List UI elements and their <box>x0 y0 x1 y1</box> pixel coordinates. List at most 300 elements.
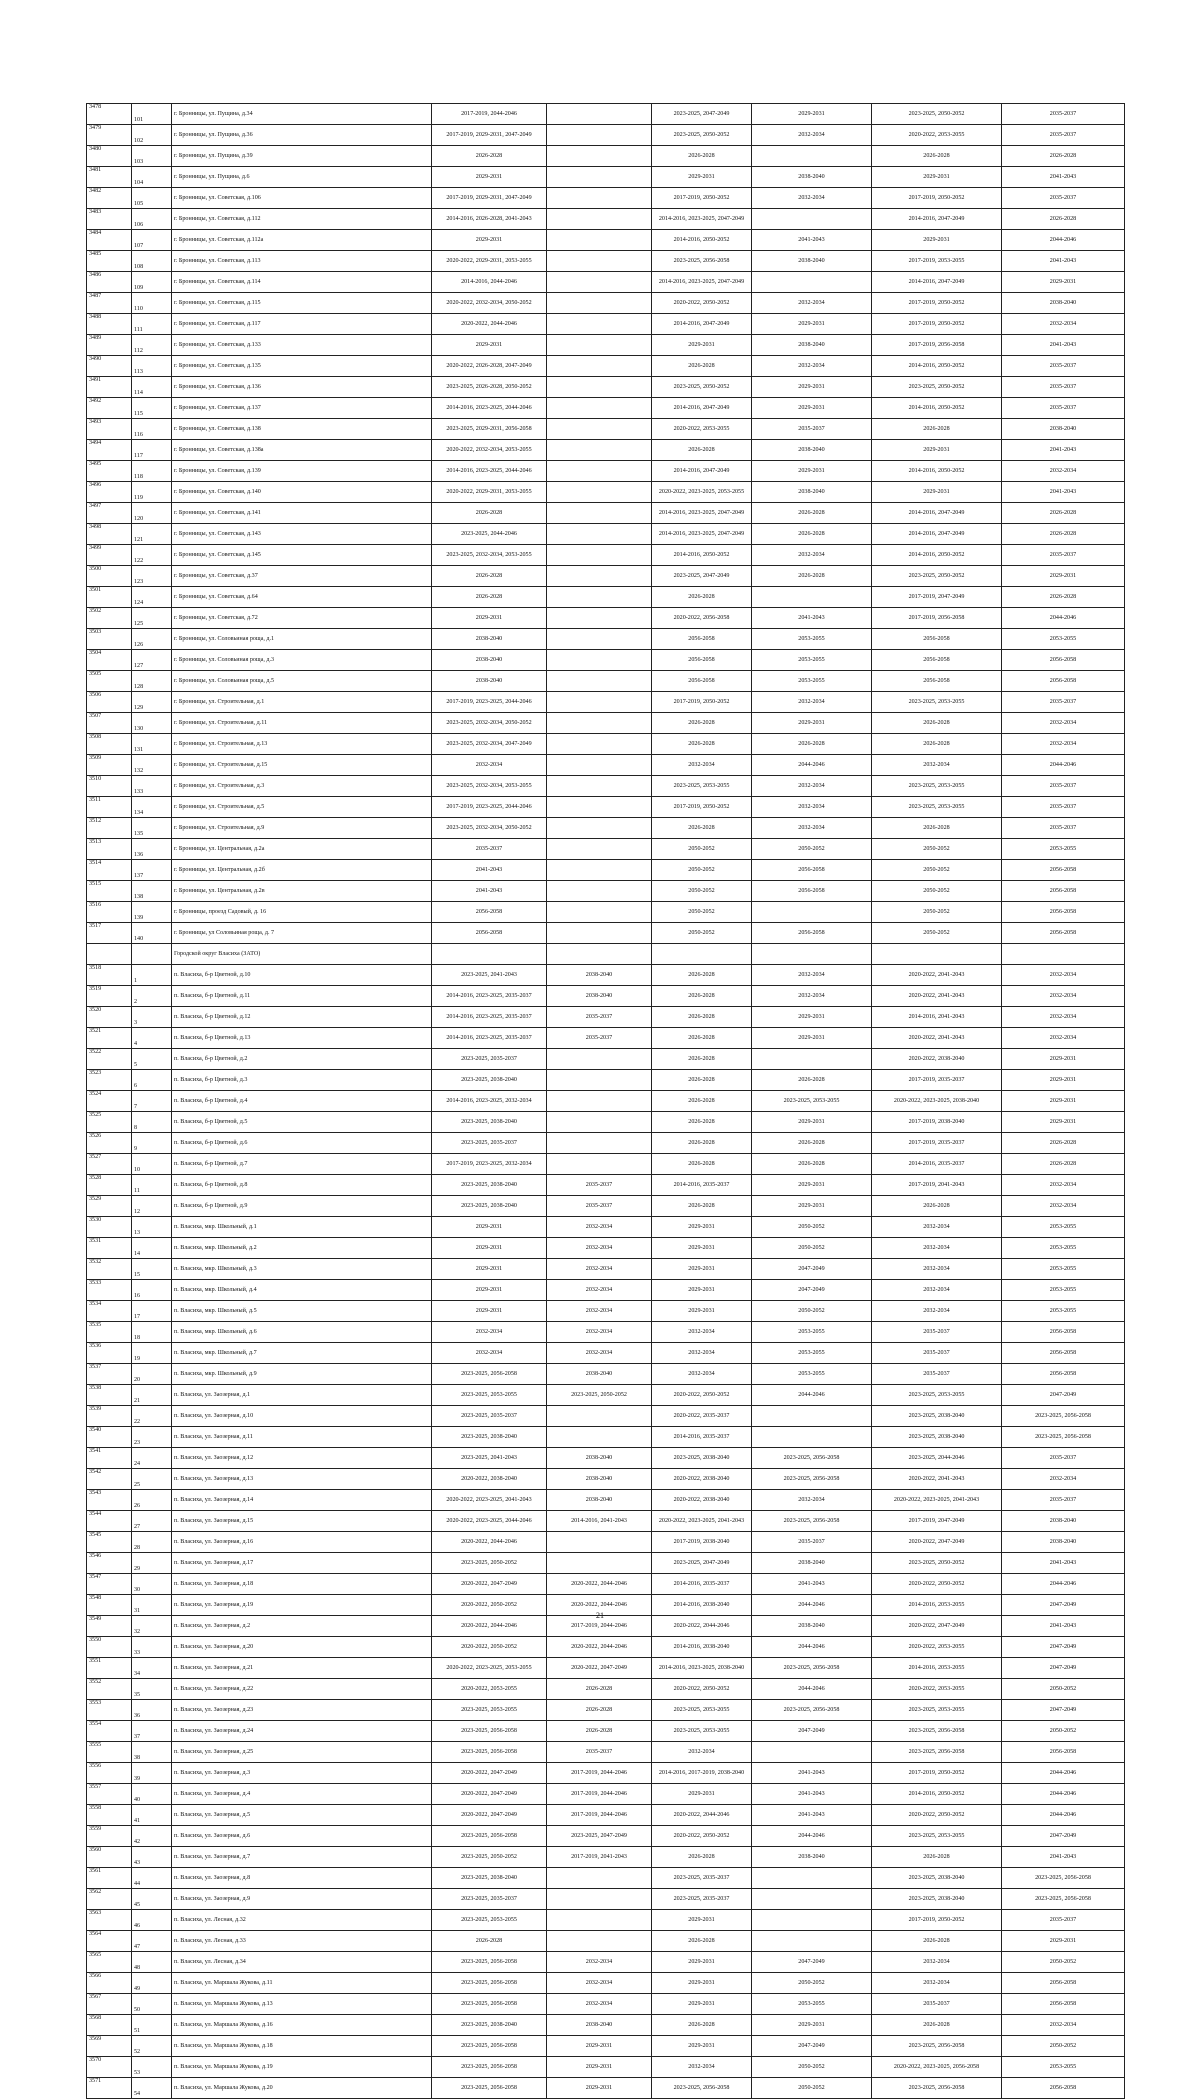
table-cell: 20 <box>132 1364 172 1385</box>
table-row <box>87 1952 1125 1973</box>
table-cell: 3558 <box>87 1805 132 1826</box>
table-cell: 3526 <box>87 1133 132 1154</box>
table-row <box>87 1994 1125 2015</box>
table-cell: 2023-2025, 2038-2040 <box>432 1196 547 1217</box>
table-cell: 2056-2058 <box>1002 1364 1125 1385</box>
table-cell <box>547 818 652 839</box>
table-cell: 2020-2022, 2044-2046 <box>547 1595 652 1616</box>
table-cell: п. Власиха, ул. Заозерная, д.15 <box>172 1511 432 1532</box>
table-cell: 3564 <box>87 1931 132 1952</box>
table-cell: 2029-2031 <box>432 335 547 356</box>
table-cell: 2050-2052 <box>752 1973 872 1994</box>
table-cell: 2014-2016, 2050-2052 <box>872 398 1002 419</box>
table-cell: 2014-2016, 2035-2037 <box>652 1175 752 1196</box>
table-cell: п. Власиха, ул. Маршала Жукова, д.16 <box>172 2015 432 2036</box>
table-cell <box>752 944 872 965</box>
table-cell: 2017-2019, 2056-2058 <box>872 335 1002 356</box>
table-cell: 2029-2031 <box>872 482 1002 503</box>
table-cell: 2038-2040 <box>752 1553 872 1574</box>
table-cell: 2020-2022, 2053-2055 <box>432 1679 547 1700</box>
table-cell: п. Власиха, б-р Цветной, д.13 <box>172 1028 432 1049</box>
table-cell: 3513 <box>87 839 132 860</box>
table-cell: 2029-2031 <box>872 440 1002 461</box>
table-row <box>87 1007 1125 1028</box>
table-cell: 2023-2025, 2029-2031, 2056-2058 <box>432 419 547 440</box>
table-cell: 3485 <box>87 251 132 272</box>
table-cell: 2020-2022, 2023-2025, 2041-2043 <box>432 1490 547 1511</box>
table-cell: 2047-2049 <box>1002 1637 1125 1658</box>
table-cell: 2023-2025, 2056-2058 <box>432 1721 547 1742</box>
table-cell: 28 <box>132 1532 172 1553</box>
table-cell: 2038-2040 <box>752 482 872 503</box>
table-cell: 8 <box>132 1112 172 1133</box>
table-cell: 2032-2034 <box>872 1952 1002 1973</box>
table-cell: 2023-2025, 2050-2052 <box>872 377 1002 398</box>
table-cell: п. Власиха, б-р Цветной, д.11 <box>172 986 432 1007</box>
table-cell: 3478 <box>87 104 132 125</box>
table-cell: 2026-2028 <box>652 587 752 608</box>
table-cell: 2056-2058 <box>1002 1742 1125 1763</box>
table-cell: 2020-2022, 2038-2040 <box>872 1049 1002 1070</box>
table-cell: г. Бронницы, ул. Советская, д.37 <box>172 566 432 587</box>
table-cell: 2038-2040 <box>1002 293 1125 314</box>
table-cell: п. Власиха, ул. Заозерная, д.16 <box>172 1532 432 1553</box>
table-cell: 2035-2037 <box>1002 104 1125 125</box>
table-cell: 2014-2016, 2026-2028, 2041-2043 <box>432 209 547 230</box>
table-cell: 2032-2034 <box>547 1217 652 1238</box>
table-cell: 2020-2022, 2050-2052 <box>652 1385 752 1406</box>
table-cell: 3538 <box>87 1385 132 1406</box>
table-cell: 2020-2022, 2029-2031, 2053-2055 <box>432 251 547 272</box>
table-cell: 2032-2034 <box>1002 734 1125 755</box>
table-cell: 51 <box>132 2015 172 2036</box>
table-cell: 2038-2040 <box>432 650 547 671</box>
table-cell: 2056-2058 <box>872 671 1002 692</box>
table-cell: 2026-2028 <box>872 419 1002 440</box>
table-cell: 2026-2028 <box>652 356 752 377</box>
table-cell <box>432 944 547 965</box>
table-cell: 127 <box>132 650 172 671</box>
table-cell: 2029-2031 <box>752 2015 872 2036</box>
table-cell: 106 <box>132 209 172 230</box>
table-cell: 3501 <box>87 587 132 608</box>
table-cell: 2035-2037 <box>547 1196 652 1217</box>
table-cell: 3548 <box>87 1595 132 1616</box>
table-cell <box>547 314 652 335</box>
table-row <box>87 713 1125 734</box>
table-cell: 2020-2022, 2047-2049 <box>432 1784 547 1805</box>
table-cell: 2017-2019, 2023-2025, 2032-2034 <box>432 1154 547 1175</box>
table-cell: п. Власиха, ул. Заозерная, д.10 <box>172 1406 432 1427</box>
table-cell: 3502 <box>87 608 132 629</box>
table-cell: 2056-2058 <box>1002 671 1125 692</box>
table-cell <box>547 419 652 440</box>
table-cell: 3555 <box>87 1742 132 1763</box>
table-cell: 2020-2022, 2032-2034, 2050-2052 <box>432 293 547 314</box>
table-cell: г. Бронницы, ул. Советская, д.72 <box>172 608 432 629</box>
table-cell: 2020-2022, 2044-2046 <box>432 1532 547 1553</box>
table-cell: 2038-2040 <box>547 2015 652 2036</box>
table-cell: 2047-2049 <box>1002 1385 1125 1406</box>
table-cell: 2026-2028 <box>752 1070 872 1091</box>
table-cell: г. Бронницы, ул. Советская, д.136 <box>172 377 432 398</box>
table-cell: 2029-2031 <box>652 1259 752 1280</box>
table-cell: 12 <box>132 1196 172 1217</box>
table-cell: 2020-2022, 2023-2025, 2056-2058 <box>872 2057 1002 2078</box>
table-cell: 2050-2052 <box>652 902 752 923</box>
table-cell: г. Бронницы, проезд Садовый, д. 16 <box>172 902 432 923</box>
table-row <box>87 1448 1125 1469</box>
table-cell: 2023-2025, 2053-2055 <box>432 1700 547 1721</box>
table-cell: 2023-2025, 2053-2055 <box>872 776 1002 797</box>
table-cell: 2023-2025, 2053-2055 <box>432 1910 547 1931</box>
table-cell: 3500 <box>87 566 132 587</box>
table-cell: 2023-2025, 2035-2037 <box>432 1049 547 1070</box>
table-cell: 131 <box>132 734 172 755</box>
table-cell: 2035-2037 <box>872 1364 1002 1385</box>
table-row <box>87 923 1125 944</box>
table-cell: 2020-2022, 2050-2052 <box>432 1637 547 1658</box>
table-cell: п. Власиха, ул. Заозерная, д.7 <box>172 1847 432 1868</box>
table-cell: 2032-2034 <box>1002 986 1125 1007</box>
table-cell <box>752 1910 872 1931</box>
table-cell: 3543 <box>87 1490 132 1511</box>
table-cell: п. Власиха, мкр. Школьный, д.7 <box>172 1343 432 1364</box>
table-row <box>87 314 1125 335</box>
table-cell: 37 <box>132 1721 172 1742</box>
table-cell: 2023-2025, 2047-2049 <box>547 1826 652 1847</box>
table-cell <box>547 1154 652 1175</box>
table-cell: 2041-2043 <box>752 230 872 251</box>
table-cell: 2029-2031 <box>1002 272 1125 293</box>
table-cell <box>547 1049 652 1070</box>
table-cell: 2014-2016, 2041-2043 <box>872 1007 1002 1028</box>
table-cell <box>547 776 652 797</box>
table-cell: 3560 <box>87 1847 132 1868</box>
table-cell: 2032-2034 <box>432 1322 547 1343</box>
table-cell <box>872 944 1002 965</box>
table-cell: п. Власиха, мкр. Школьный, д.9 <box>172 1364 432 1385</box>
table-cell: 2026-2028 <box>432 587 547 608</box>
table-cell <box>547 650 652 671</box>
table-cell <box>547 881 652 902</box>
table-cell: 2047-2049 <box>752 1952 872 1973</box>
table-cell: 2029-2031 <box>432 1301 547 1322</box>
table-row <box>87 125 1125 146</box>
table-cell: п. Власиха, ул. Заозерная, д.23 <box>172 1700 432 1721</box>
table-cell: 3551 <box>87 1658 132 1679</box>
table-cell: 2026-2028 <box>872 2015 1002 2036</box>
table-cell: 2023-2025, 2032-2034, 2053-2055 <box>432 545 547 566</box>
table-cell: 3479 <box>87 125 132 146</box>
table-cell: 3504 <box>87 650 132 671</box>
table-cell: г. Бронницы, ул. Советская, д.141 <box>172 503 432 524</box>
table-cell: 3537 <box>87 1364 132 1385</box>
table-cell: 2035-2037 <box>872 1322 1002 1343</box>
table-cell: 2032-2034 <box>547 1343 652 1364</box>
table-cell: 54 <box>132 2078 172 2099</box>
table-cell: 2029-2031 <box>652 1280 752 1301</box>
table-cell: 2020-2022, 2023-2025, 2038-2040 <box>872 1091 1002 1112</box>
table-row <box>87 1238 1125 1259</box>
table-cell: 2041-2043 <box>1002 1847 1125 1868</box>
table-cell: 18 <box>132 1322 172 1343</box>
table-cell: 2023-2025, 2053-2055 <box>872 692 1002 713</box>
table-cell: г. Бронницы, ул. Строительная, д.9 <box>172 818 432 839</box>
table-cell: 2050-2052 <box>752 1238 872 1259</box>
table-cell: 3517 <box>87 923 132 944</box>
table-row <box>87 104 1125 125</box>
table-cell: 2041-2043 <box>1002 1616 1125 1637</box>
table-cell: 2023-2025, 2056-2058 <box>872 2036 1002 2057</box>
table-cell: 2023-2025, 2038-2040 <box>432 1868 547 1889</box>
table-cell: 2017-2019, 2050-2052 <box>872 1763 1002 1784</box>
table-cell: 2026-2028 <box>872 1847 1002 1868</box>
table-cell: 2056-2058 <box>652 650 752 671</box>
table-cell: 2032-2034 <box>652 1322 752 1343</box>
table-cell: 2032-2034 <box>1002 1196 1125 1217</box>
table-cell: 2023-2025, 2053-2055 <box>652 1700 752 1721</box>
table-cell: г. Бронницы, ул. Советская, д.143 <box>172 524 432 545</box>
table-cell: 2023-2025, 2056-2058 <box>752 1700 872 1721</box>
table-cell: 105 <box>132 188 172 209</box>
table-cell: г. Бронницы, ул. Строительная, д.15 <box>172 755 432 776</box>
table-cell: 2023-2025, 2026-2028, 2050-2052 <box>432 377 547 398</box>
table-cell: 2020-2022, 2053-2055 <box>652 419 752 440</box>
table-cell: 132 <box>132 755 172 776</box>
table-cell: 3541 <box>87 1448 132 1469</box>
table-cell: Городской округ Власиха (ЗАТО) <box>172 944 432 965</box>
table-cell: 3489 <box>87 335 132 356</box>
table-cell: 2032-2034 <box>547 1994 652 2015</box>
table-cell: 50 <box>132 1994 172 2015</box>
table-cell: 38 <box>132 1742 172 1763</box>
table-cell: 2035-2037 <box>547 1007 652 1028</box>
table-cell: 2032-2034 <box>752 356 872 377</box>
table-cell: 2020-2022, 2050-2052 <box>872 1574 1002 1595</box>
table-row <box>87 1658 1125 1679</box>
table-cell: 2038-2040 <box>547 1364 652 1385</box>
table-cell: 3552 <box>87 1679 132 1700</box>
table-cell: 2023-2025, 2038-2040 <box>432 1112 547 1133</box>
table-cell: 2014-2016, 2023-2025, 2044-2046 <box>432 398 547 419</box>
table-cell: 3529 <box>87 1196 132 1217</box>
table-cell: 123 <box>132 566 172 587</box>
table-row <box>87 1469 1125 1490</box>
table-row <box>87 1385 1125 1406</box>
table-cell: 2023-2025, 2041-2043 <box>432 965 547 986</box>
table-cell: 3553 <box>87 1700 132 1721</box>
table-cell <box>547 230 652 251</box>
table-cell: 2038-2040 <box>752 1847 872 1868</box>
table-cell: 2053-2055 <box>752 1343 872 1364</box>
table-cell: 21 <box>132 1385 172 1406</box>
table-row <box>87 1091 1125 1112</box>
table-row <box>87 1532 1125 1553</box>
table-cell: 2017-2019, 2050-2052 <box>872 1910 1002 1931</box>
table-cell: 2029-2031 <box>1002 1112 1125 1133</box>
table-cell: г. Бронницы, ул. Советская, д.112 <box>172 209 432 230</box>
table-cell <box>547 335 652 356</box>
table-cell: 103 <box>132 146 172 167</box>
table-cell: 2041-2043 <box>1002 440 1125 461</box>
table-row <box>87 1175 1125 1196</box>
table-cell: 2014-2016, 2038-2040 <box>652 1637 752 1658</box>
table-cell: г. Бронницы, ул. Строительная, д.5 <box>172 797 432 818</box>
table-cell: п. Власиха, б-р Цветной, д.6 <box>172 1133 432 1154</box>
table-cell: 2032-2034 <box>752 293 872 314</box>
table-cell: 3566 <box>87 1973 132 1994</box>
table-cell: 2017-2019, 2056-2058 <box>872 608 1002 629</box>
table-cell: 40 <box>132 1784 172 1805</box>
table-cell: г. Бронницы, ул. Строительная, д.11 <box>172 713 432 734</box>
table-cell <box>547 440 652 461</box>
table-cell: 2044-2046 <box>752 1385 872 1406</box>
table-row <box>87 1511 1125 1532</box>
table-cell: 2032-2034 <box>547 1259 652 1280</box>
table-cell: 3497 <box>87 503 132 524</box>
table-cell: 3534 <box>87 1301 132 1322</box>
table-cell: 2020-2022, 2032-2034, 2053-2055 <box>432 440 547 461</box>
table-cell: 2026-2028 <box>652 1028 752 1049</box>
table-cell: 2020-2022, 2044-2046 <box>547 1637 652 1658</box>
table-cell: 2026-2028 <box>432 566 547 587</box>
table-cell: 2020-2022, 2047-2049 <box>432 1763 547 1784</box>
table-cell <box>132 944 172 965</box>
table-cell: 2020-2022, 2041-2043 <box>872 1028 1002 1049</box>
table-cell: 2023-2025, 2056-2058 <box>872 2078 1002 2099</box>
table-cell: 2029-2031 <box>432 1238 547 1259</box>
table-cell: 108 <box>132 251 172 272</box>
table-row <box>87 1343 1125 1364</box>
table-cell: 2041-2043 <box>432 881 547 902</box>
table-cell <box>547 1427 652 1448</box>
table-cell: 2029-2031 <box>752 104 872 125</box>
table-row <box>87 503 1125 524</box>
table-cell: 3516 <box>87 902 132 923</box>
table-cell: 2038-2040 <box>1002 419 1125 440</box>
table-cell: 102 <box>132 125 172 146</box>
table-cell: 2026-2028 <box>652 734 752 755</box>
table-cell: г. Бронницы, ул. Соловьиная роща, д.3 <box>172 650 432 671</box>
table-cell: 2026-2028 <box>872 818 1002 839</box>
table-cell: г. Бронницы, ул. Советская, д.113 <box>172 251 432 272</box>
table-cell: 2020-2022, 2053-2055 <box>872 125 1002 146</box>
table-cell <box>752 209 872 230</box>
table-cell: 2023-2025, 2056-2058 <box>752 1448 872 1469</box>
table-row <box>87 608 1125 629</box>
table-cell <box>547 293 652 314</box>
table-cell: 2020-2022, 2056-2058 <box>652 608 752 629</box>
table-cell: 2029-2031 <box>652 1238 752 1259</box>
table-cell: 3482 <box>87 188 132 209</box>
table-row <box>87 1259 1125 1280</box>
table-cell: 2029-2031 <box>752 1196 872 1217</box>
table-cell <box>752 902 872 923</box>
table-cell <box>87 944 132 965</box>
table-cell: 3515 <box>87 881 132 902</box>
table-cell: 3486 <box>87 272 132 293</box>
table-cell: 3569 <box>87 2036 132 2057</box>
table-cell: г. Бронницы, ул. Советская, д.64 <box>172 587 432 608</box>
table-cell: 2032-2034 <box>1002 314 1125 335</box>
table-cell: 3542 <box>87 1469 132 1490</box>
table-cell: 2014-2016, 2050-2052 <box>872 356 1002 377</box>
table-cell: 2017-2019, 2047-2049 <box>872 1511 1002 1532</box>
table-cell: 2032-2034 <box>752 692 872 713</box>
table-cell: п. Власиха, ул. Лесная, д.32 <box>172 1910 432 1931</box>
table-cell: 2032-2034 <box>872 1217 1002 1238</box>
table-cell: 2023-2025, 2047-2049 <box>652 566 752 587</box>
table-cell: 2020-2022, 2026-2028, 2047-2049 <box>432 356 547 377</box>
table-cell: 2032-2034 <box>872 1280 1002 1301</box>
table-cell: 2044-2046 <box>752 1595 872 1616</box>
table-cell: 2044-2046 <box>1002 230 1125 251</box>
table-cell: 2056-2058 <box>1002 923 1125 944</box>
table-cell: 25 <box>132 1469 172 1490</box>
table-cell <box>547 734 652 755</box>
table-cell: 2047-2049 <box>1002 1595 1125 1616</box>
table-cell: г. Бронницы, ул. Советская, д.133 <box>172 335 432 356</box>
table-cell: 2023-2025, 2038-2040 <box>432 1175 547 1196</box>
table-cell: 2014-2016, 2050-2052 <box>872 545 1002 566</box>
table-cell: 107 <box>132 230 172 251</box>
table-cell: 2056-2058 <box>1002 650 1125 671</box>
table-cell: п. Власиха, мкр. Школьный, д.2 <box>172 1238 432 1259</box>
table-row <box>87 1301 1125 1322</box>
table-cell: 2014-2016, 2023-2025, 2044-2046 <box>432 461 547 482</box>
table-row <box>87 1217 1125 1238</box>
table-cell <box>547 104 652 125</box>
table-row <box>87 1364 1125 1385</box>
table-cell: п. Власиха, б-р Цветной, д.4 <box>172 1091 432 1112</box>
table-row <box>87 1889 1125 1910</box>
table-cell: 3510 <box>87 776 132 797</box>
table-cell: 2017-2019, 2041-2043 <box>872 1175 1002 1196</box>
table-row <box>87 1070 1125 1091</box>
table-cell: 2026-2028 <box>652 986 752 1007</box>
table-cell: г. Бронницы, ул. Центральная, д.2а <box>172 839 432 860</box>
table-cell: 2029-2031 <box>872 230 1002 251</box>
table-row <box>87 272 1125 293</box>
table-cell <box>752 272 872 293</box>
table-cell: 29 <box>132 1553 172 1574</box>
table-cell: 2026-2028 <box>752 1133 872 1154</box>
table-cell: 2032-2034 <box>547 1301 652 1322</box>
table-cell <box>547 524 652 545</box>
table-cell: г. Бронницы, ул. Строительная, д.13 <box>172 734 432 755</box>
table-cell: 2026-2028 <box>1002 209 1125 230</box>
table-cell: 121 <box>132 524 172 545</box>
table-cell: 2050-2052 <box>752 839 872 860</box>
table-cell: 3547 <box>87 1574 132 1595</box>
table-cell: 2023-2025, 2035-2037 <box>432 1406 547 1427</box>
table-cell: 43 <box>132 1847 172 1868</box>
table-cell: 2029-2031 <box>752 377 872 398</box>
table-cell: 2056-2058 <box>1002 1973 1125 1994</box>
table-row <box>87 944 1125 965</box>
page-number: 21 <box>596 1611 604 1620</box>
table-cell: 2029-2031 <box>652 1973 752 1994</box>
table-cell: 2017-2019, 2023-2025, 2044-2046 <box>432 797 547 818</box>
table-cell: 2053-2055 <box>1002 1280 1125 1301</box>
table-cell: 2038-2040 <box>547 965 652 986</box>
table-cell: 2026-2028 <box>872 1931 1002 1952</box>
table-cell: 2014-2016, 2047-2049 <box>872 209 1002 230</box>
table-cell: 2020-2022, 2041-2043 <box>872 986 1002 1007</box>
table-cell: 2035-2037 <box>1002 356 1125 377</box>
table-cell: 2014-2016, 2035-2037 <box>872 1154 1002 1175</box>
